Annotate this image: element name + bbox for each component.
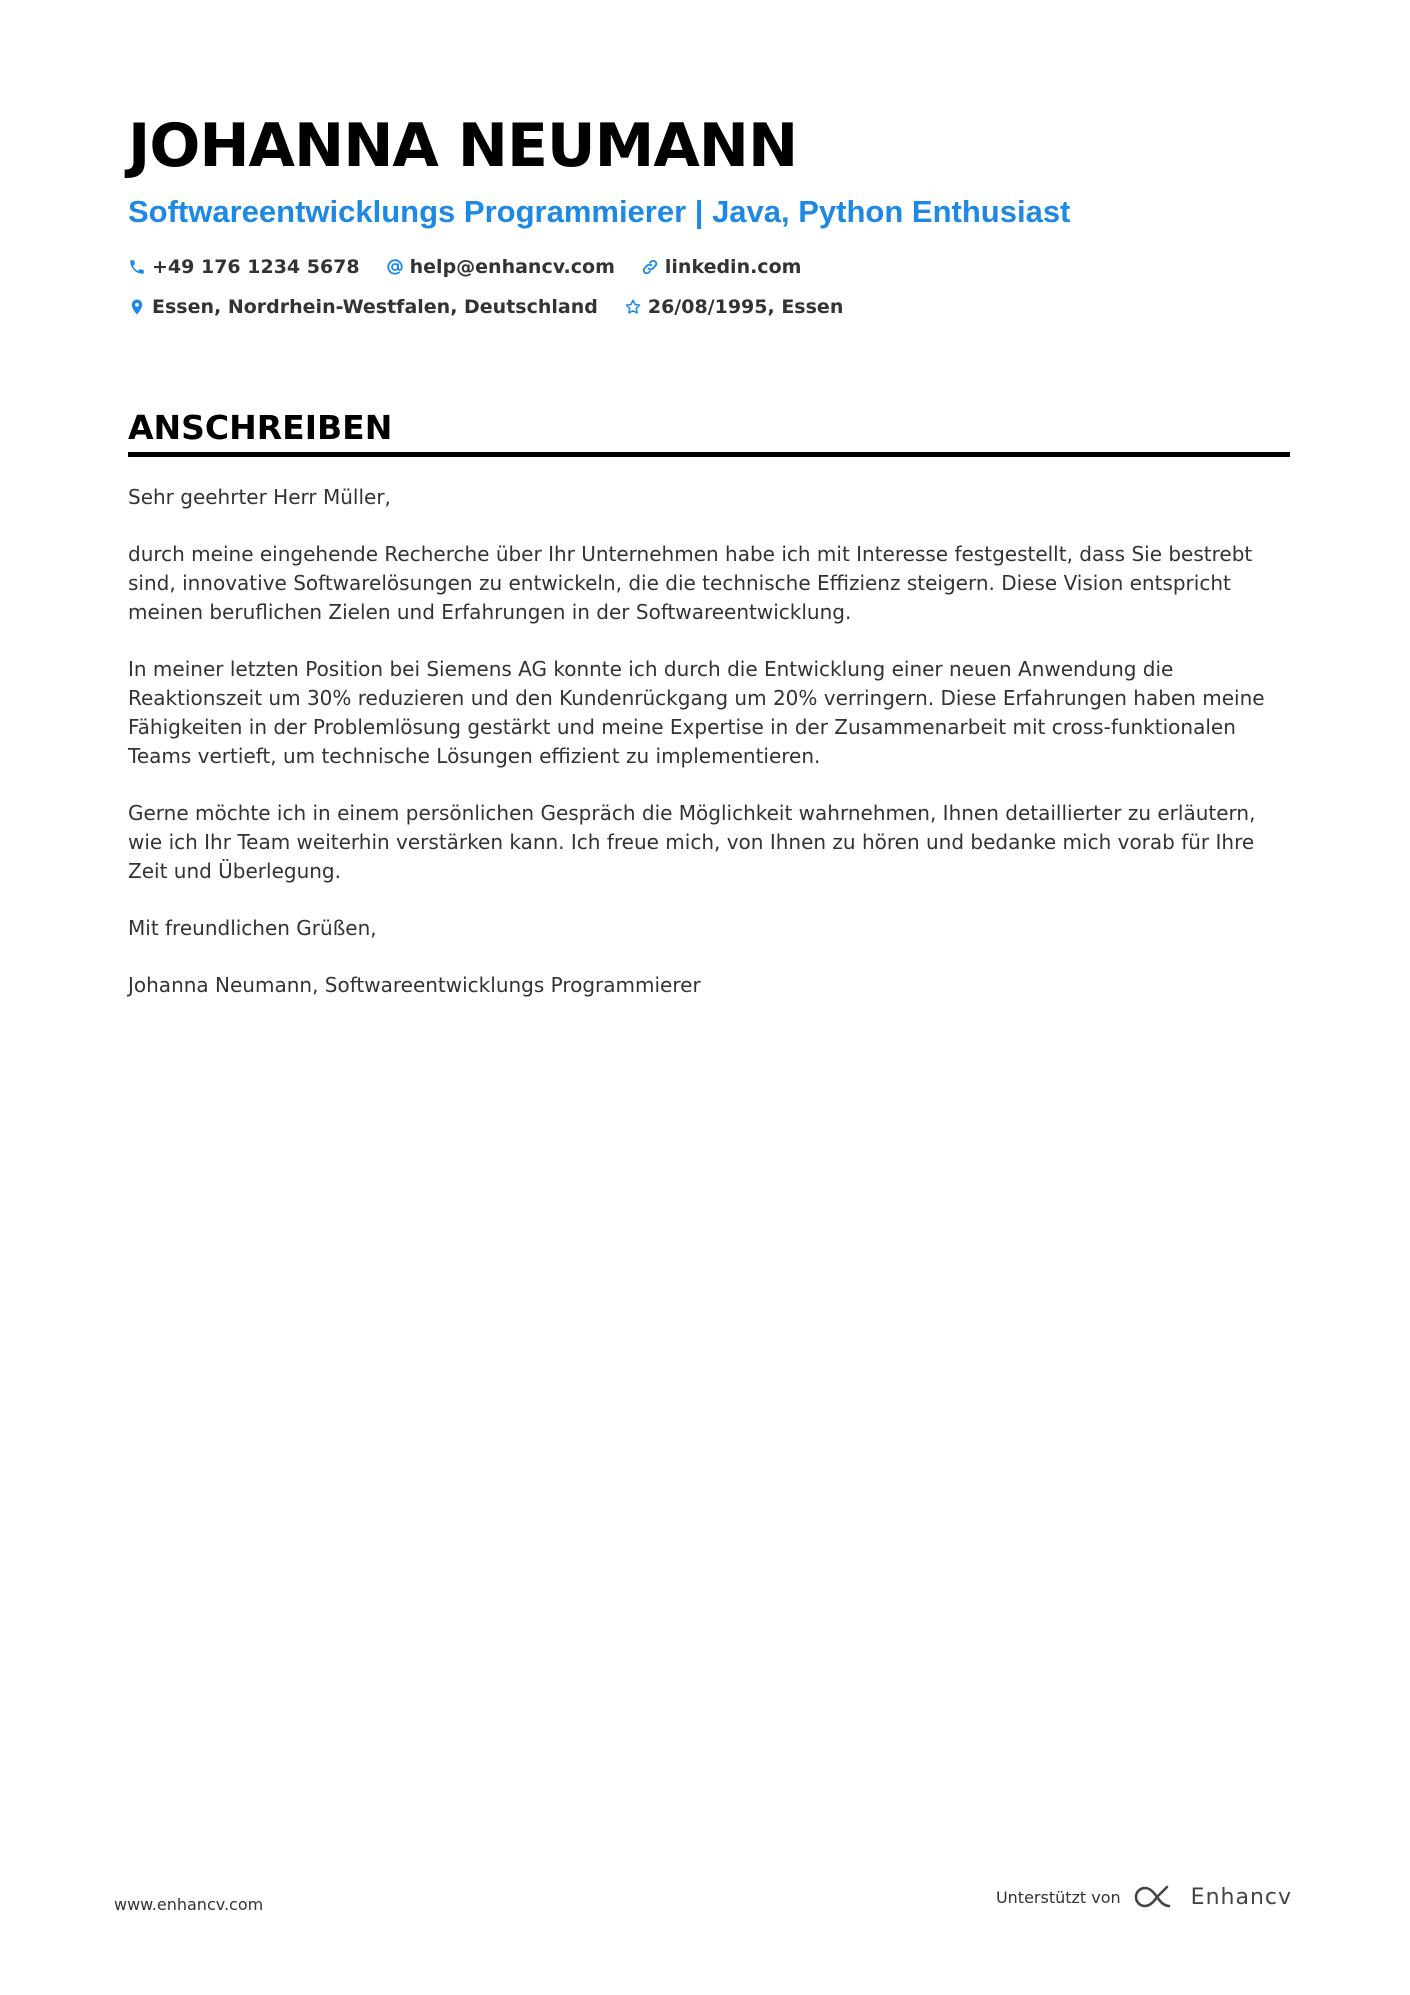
contact-phone-text: +49 176 1234 5678 bbox=[152, 256, 360, 278]
letter-signature: Johanna Neumann, Softwareentwicklungs Programmierer bbox=[128, 973, 701, 997]
contact-linkedin[interactable] bbox=[641, 252, 802, 282]
footer-website[interactable]: www.enhancv.com bbox=[114, 1895, 264, 1914]
link-icon bbox=[641, 258, 659, 276]
contact-linkedin-text: linkedin.com bbox=[664, 256, 802, 278]
brand-logo[interactable] bbox=[1133, 1883, 1292, 1911]
contact-phone bbox=[128, 252, 360, 282]
letter-body bbox=[128, 483, 1290, 1000]
contact-info bbox=[128, 252, 1228, 322]
letter-salutation: Sehr geehrter Herr Müller, bbox=[128, 485, 391, 509]
applicant-name: JOHANNA NEUMANN bbox=[128, 111, 798, 181]
contact-birth-text: 26/08/1995, Essen bbox=[647, 296, 844, 318]
letter-paragraph: durch meine eingehende Recherche über Ihr Unternehmen habe ich mit Interesse festgestellt, dass Sie bestrebt sind, innovative Softwarelösungen zu entwickeln, die die technische Effizienz steigern. Diese Vision entspricht meinen beruflichen Zielen und Erfahrungen in der Softwareentwicklung. bbox=[128, 542, 1253, 624]
contact-birth bbox=[624, 292, 843, 322]
contact-email-text: help@enhancv.com bbox=[409, 256, 615, 278]
at-icon bbox=[386, 258, 404, 276]
infinity-logo-icon bbox=[1133, 1883, 1181, 1911]
phone-icon bbox=[128, 258, 146, 276]
letter-content bbox=[128, 110, 1290, 1028]
footer-branding bbox=[996, 1883, 1292, 1911]
contact-location bbox=[128, 292, 598, 322]
section-title: ANSCHREIBEN bbox=[128, 408, 1290, 457]
brand-name: Enhancv bbox=[1190, 1884, 1292, 1910]
location-pin-icon bbox=[128, 298, 146, 316]
applicant-headline: Softwareentwicklungs Programmierer | Java, Python Enthusiast bbox=[128, 194, 1071, 229]
contact-email[interactable] bbox=[386, 252, 615, 282]
contact-location-text: Essen, Nordrhein-Westfalen, Deutschland bbox=[152, 296, 598, 318]
letter-paragraph: In meiner letzten Position bei Siemens AG konnte ich durch die Entwicklung einer neuen Anwendung die Reaktionszeit um 30% reduzieren und den Kundenrückgang um 20% verringern. Diese Erfahrungen haben meine Fähigkeiten in der Problemlösung gestärkt und meine Expertise in der Zusammenarbeit mit cross-funktionalen Teams vertieft, um technische Lösungen effizient zu implementieren. bbox=[128, 657, 1265, 768]
star-icon bbox=[624, 298, 642, 316]
letter-closing: Mit freundlichen Grüßen, bbox=[128, 916, 377, 940]
powered-by-label: Unterstützt von bbox=[995, 1887, 1121, 1907]
letter-paragraph: Gerne möchte ich in einem persönlichen Gespräch die Möglichkeit wahrnehmen, Ihnen detaillierter zu erläutern, wie ich Ihr Team weiterhin verstärken kann. Ich freue mich, von Ihnen zu hören und bedanke mich vorab für Ihre Zeit und Überlegung. bbox=[128, 801, 1256, 883]
